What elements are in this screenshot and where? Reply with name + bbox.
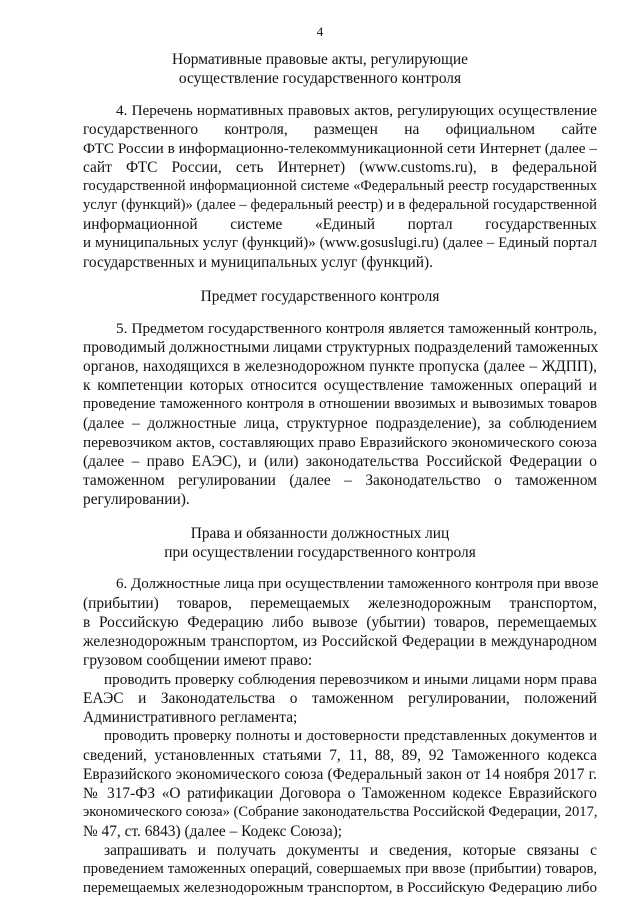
paragraph-line: (далее – должностные лица, структурное подразделение), за соблюдением: [83, 415, 597, 432]
paragraph-line: таможенном регулировании (далее – Законодательство о таможенном: [83, 472, 597, 489]
paragraph-line: (далее – право ЕАЭС), и (или) законодательства Российской Федерации о: [83, 453, 597, 470]
section-heading-line: Нормативные правовые акты, регулирующие: [172, 51, 468, 68]
section-heading-line: Предмет государственного контроля: [200, 288, 440, 305]
list-item-line: перемещаемых железнодорожным транспортом, в Российскую Федерацию либо: [83, 880, 597, 896]
section-heading-line: при осуществлении государственного контроля: [164, 544, 476, 561]
paragraph-line: информационной системе «Единый портал государственных: [83, 216, 597, 233]
paragraph-line: регулировании).: [83, 491, 190, 508]
section-heading-line: Права и обязанности должностных лиц: [190, 525, 450, 542]
list-item-line: Евразийского экономического союза (Федеральный закон от 14 ноября 2017 г.: [83, 766, 597, 783]
paragraph-line: сайт ФТС России, сеть Интернет) (www.customs.ru), в федеральной: [83, 159, 597, 176]
list-item-line: экономического союза» (Собрание законодательства Российской Федерации, 2017,: [83, 804, 598, 820]
paragraph-line: грузовом сообщении имеют право:: [83, 652, 313, 669]
section-heading-line: осуществление государственного контроля: [178, 70, 462, 87]
paragraph-line: к компетенции которых относится осуществление таможенных операций и: [83, 377, 597, 394]
paragraph-line: проведение таможенного контроля в отношении ввозимых и вывозимых товаров: [83, 396, 597, 412]
paragraph-line: ФТС России в информационно-телекоммуникационной сети Интернет (далее –: [83, 140, 597, 157]
list-item-line: запрашивать и получать документы и сведения, которые связаны с: [104, 842, 597, 859]
list-item-line: проводить проверку полноты и достоверности представленных документов и: [104, 728, 597, 744]
list-item-line: проведением таможенных операций, совершаемых при ввозе (прибытии) товаров,: [83, 861, 597, 877]
list-item-line: № 47, ст. 6843) (далее – Кодекс Союза);: [83, 823, 343, 840]
paragraph-line: проводимый должностными лицами структурных подразделений таможенных: [83, 339, 599, 356]
list-item-line: проводить проверку соблюдения перевозчиком и иными лицами норм права: [104, 671, 597, 688]
paragraph-line: 5. Предметом государственного контроля является таможенный контроль,: [116, 320, 597, 337]
paragraph-line: (прибытии) товаров, перемещаемых железнодорожным транспортом,: [83, 595, 597, 612]
paragraph-line: государственных и муниципальных услуг (функций).: [83, 254, 433, 271]
paragraph-line: 6. Должностные лица при осуществлении таможенного контроля при ввозе: [116, 576, 599, 592]
list-item-line: Административного регламента;: [83, 709, 298, 726]
list-item-line: № 317-ФЗ «О ратификации Договора о Таможенном кодексе Евразийского: [83, 785, 597, 802]
paragraph-line: государственного контроля, размещен на официальном сайте: [83, 121, 597, 138]
paragraph-line: в Российскую Федерацию либо вывозе (убытии) товаров, перемещаемых: [83, 614, 597, 631]
page-number: 4: [316, 24, 324, 39]
paragraph-line: перевозчиком актов, составляющих право Евразийского экономического союза: [83, 434, 597, 451]
paragraph-line: органов, находящихся в железнодорожном пункте пропуска (далее – ЖДПП),: [83, 358, 597, 375]
paragraph-line: государственной информационной системе «Федеральный реестр государственных: [83, 178, 597, 194]
list-item-line: сведений, установленных статьями 7, 11, 88, 89, 92 Таможенного кодекса: [83, 747, 597, 764]
list-item-line: ЕАЭС и Законодательства о таможенном регулировании, положений: [83, 690, 597, 707]
paragraph-line: железнодорожным транспортом, из Российской Федерации в международном: [83, 633, 597, 650]
paragraph-line: услуг (функций)» (далее – федеральный реестр) и в федеральной государственной: [83, 197, 597, 213]
paragraph-line: 4. Перечень нормативных правовых актов, регулирующих осуществление: [116, 102, 597, 119]
paragraph-line: и муниципальных услуг (функций)» (www.gosuslugi.ru) (далее – Единый портал: [83, 235, 597, 251]
